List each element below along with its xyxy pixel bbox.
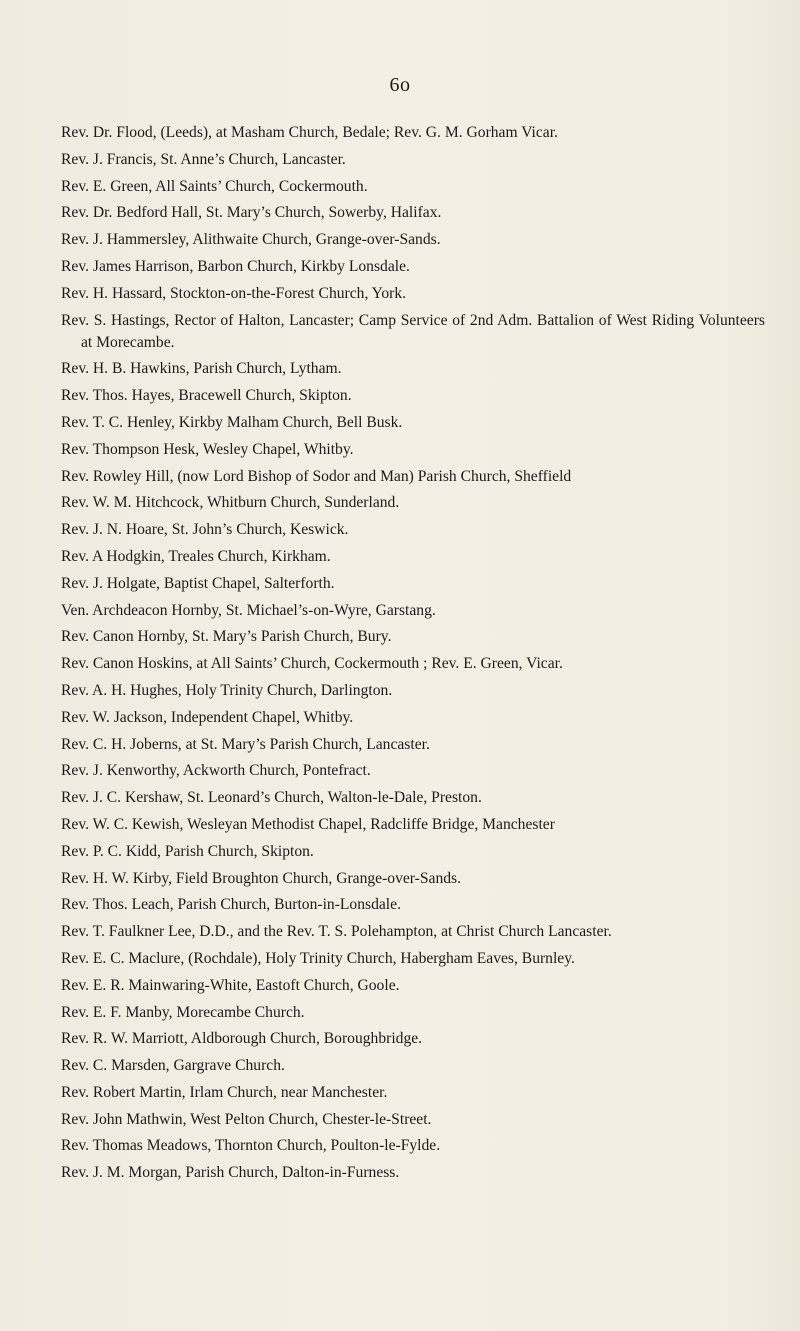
list-item: Rev. A. H. Hughes, Holy Trinity Church, Darlington. [61, 681, 393, 699]
list-item: Rev. H. B. Hawkins, Parish Church, Lytham. [61, 360, 342, 378]
list-item: Rev. Robert Martin, Irlam Church, near Manchester. [61, 1083, 388, 1101]
list-item: Rev. C. H. Joberns, at St. Mary’s Parish Church, Lancaster. [61, 735, 430, 753]
page-number: 6o [389, 74, 411, 96]
list-item: Rev. J. M. Morgan, Parish Church, Dalton-in-Furness. [61, 1164, 400, 1182]
list-item: Rev. C. Marsden, Gargrave Church. [61, 1057, 285, 1075]
list-item: Rev. W. C. Kewish, Wesleyan Methodist Chapel, Radcliffe Bridge, Manchester [61, 815, 555, 833]
clergy-list [61, 122, 765, 1189]
list-item: Rev. J. Hammersley, Alithwaite Church, Grange-over-Sands. [61, 231, 441, 249]
list-item: Rev. Thos. Leach, Parish Church, Burton-in-Lonsdale. [61, 896, 401, 914]
list-item: Rev. E. R. Mainwaring-White, Eastoft Church, Goole. [61, 976, 400, 994]
list-item: Rev. James Harrison, Barbon Church, Kirkby Lonsdale. [61, 257, 410, 275]
list-item: Rev. Dr. Bedford Hall, St. Mary’s Church, Sowerby, Halifax. [61, 204, 442, 222]
list-item: Rev. E. C. Maclure, (Rochdale), Holy Trinity Church, Habergham Eaves, Burnley. [61, 949, 575, 967]
list-item: Rev. T. Faulkner Lee, D.D., and the Rev. T. S. Polehampton, at Christ Church Lancaster. [61, 923, 612, 941]
list-item: Rev. Canon Hornby, St. Mary’s Parish Church, Bury. [61, 628, 392, 646]
list-item: Rev. Rowley Hill, (now Lord Bishop of Sodor and Man) Parish Church, Sheffield [61, 467, 572, 485]
list-item: Rev. Dr. Flood, (Leeds), at Masham Church, Bedale; Rev. G. M. Gorham Vicar. [61, 124, 558, 141]
list-item: Rev. John Mathwin, West Pelton Church, Chester-le-Street. [61, 1110, 432, 1128]
list-item: Rev. R. W. Marriott, Aldborough Church, Boroughbridge. [61, 1030, 423, 1048]
list-item: Rev. W. M. Hitchcock, Whitburn Church, Sunderland. [61, 494, 400, 512]
list-item: Rev. Thompson Hesk, Wesley Chapel, Whitby. [61, 440, 354, 458]
list-item: Rev. E. F. Manby, Morecambe Church. [61, 1003, 305, 1021]
list-item: Rev. Canon Hoskins, at All Saints’ Church, Cockermouth ; Rev. E. Green, Vicar. [61, 655, 563, 673]
list-item: Rev. H. W. Kirby, Field Broughton Church, Grange-over-Sands. [61, 869, 462, 887]
list-item: Rev. T. C. Henley, Kirkby Malham Church, Bell Busk. [61, 413, 403, 431]
list-item: Rev. A Hodgkin, Treales Church, Kirkham. [61, 547, 331, 565]
list-item: Rev. J. Holgate, Baptist Chapel, Salterforth. [61, 574, 335, 592]
list-item: Rev. S. Hastings, Rector of Halton, Lancaster; Camp Service of 2nd Adm. Battalion of West Riding Volunteers at Morecambe. [61, 311, 765, 351]
list-item: Rev. J. Kenworthy, Ackworth Church, Pontefract. [61, 762, 371, 780]
list-item: Rev. J. N. Hoare, St. John’s Church, Keswick. [61, 521, 349, 539]
list-item: Rev. Thomas Meadows, Thornton Church, Poulton-le-Fylde. [61, 1137, 441, 1155]
list-item: Rev. J. Francis, St. Anne’s Church, Lancaster. [61, 150, 346, 168]
list-item: Rev. P. C. Kidd, Parish Church, Skipton. [61, 842, 314, 860]
list-item: Rev. E. Green, All Saints’ Church, Cockermouth. [61, 177, 368, 195]
list-item: Rev. W. Jackson, Independent Chapel, Whitby. [61, 708, 354, 726]
list-item: Rev. J. C. Kershaw, St. Leonard’s Church, Walton-le-Dale, Preston. [61, 789, 482, 807]
list-item: Ven. Archdeacon Hornby, St. Michael’s-on-Wyre, Garstang. [61, 601, 436, 619]
list-item: Rev. Thos. Hayes, Bracewell Church, Skipton. [61, 387, 352, 405]
list-item: Rev. H. Hassard, Stockton-on-the-Forest Church, York. [61, 284, 407, 302]
